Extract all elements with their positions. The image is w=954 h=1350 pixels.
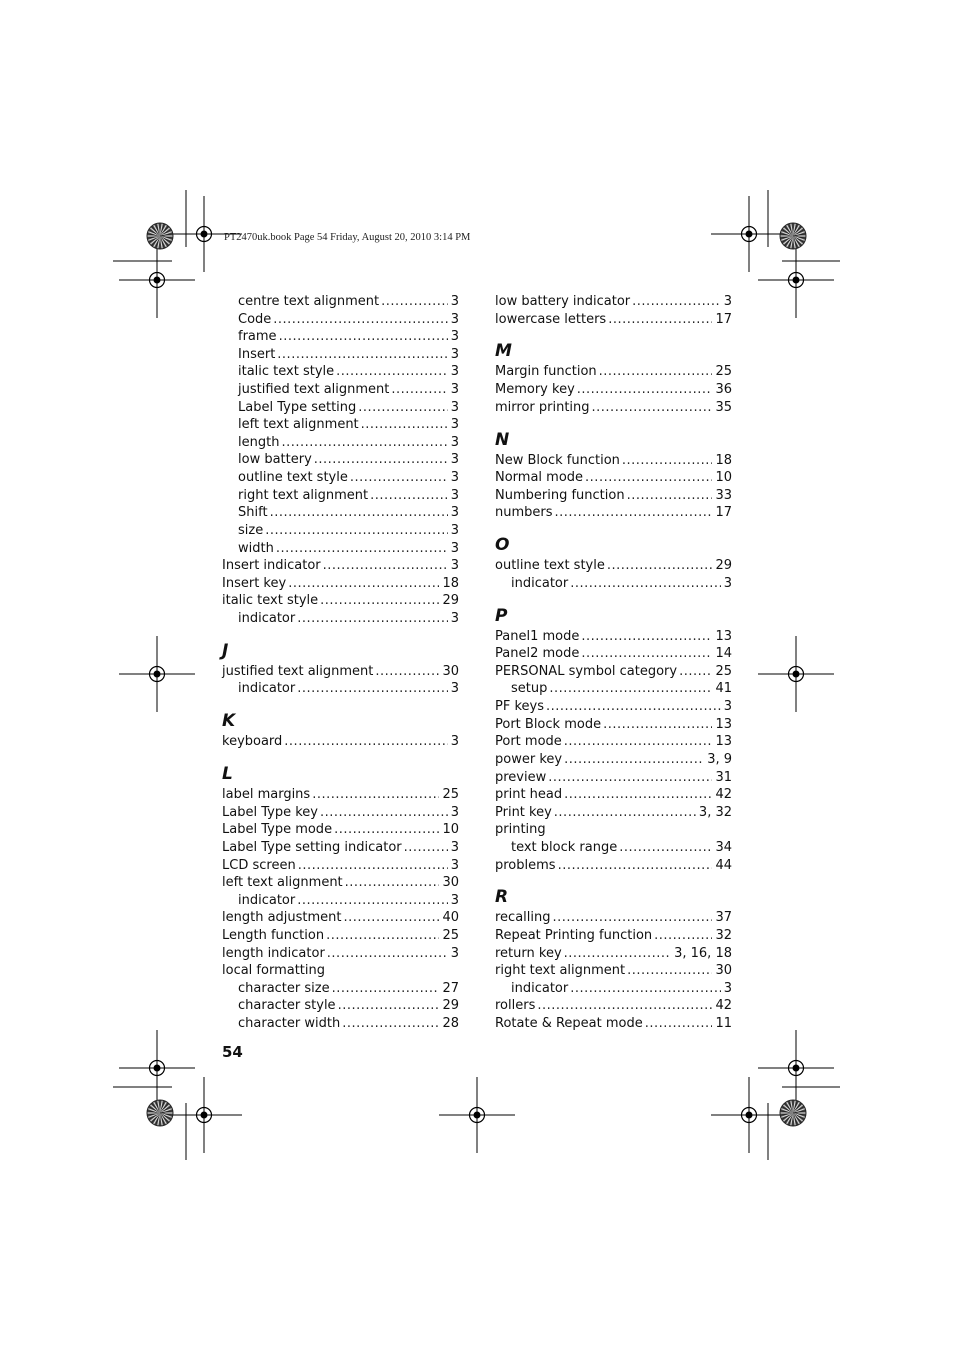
entry-page-ref: 3 [450, 945, 459, 961]
index-entry [222, 857, 459, 875]
dot-leader [344, 909, 440, 927]
index-entry [222, 839, 459, 857]
entry-page-ref: 11 [715, 1016, 732, 1032]
entry-page-ref: 3 [450, 487, 459, 503]
index-entry [495, 293, 732, 311]
index-entry [495, 962, 732, 980]
entry-term: italic text style [238, 364, 335, 380]
dot-leader [297, 892, 447, 910]
section-letter-text: N [495, 429, 510, 450]
index-section-letter [222, 751, 459, 786]
registration-mark-dot [474, 1112, 481, 1119]
index-subentry [222, 680, 459, 698]
index-subentry [222, 522, 459, 540]
registration-mark-dot [746, 231, 753, 238]
entry-page-ref: 3 [723, 575, 732, 591]
index-entry [222, 592, 459, 610]
entry-page-ref: 3 [723, 699, 732, 715]
dot-leader [627, 487, 713, 505]
dot-leader [270, 504, 448, 522]
index-entry [222, 575, 459, 593]
entry-page-ref: 35 [715, 399, 732, 415]
book-header: PT2470uk.book Page 54 Friday, August 20, 2010 3:14 PM [224, 232, 471, 243]
index-section-letter [495, 328, 732, 363]
entry-page-ref: 3 [450, 329, 459, 345]
entry-term: numbers [495, 505, 553, 521]
index-entry [495, 663, 732, 681]
index-entry [495, 751, 732, 769]
entry-page-ref: 18 [715, 452, 732, 468]
index-entry [495, 399, 732, 417]
entry-page-ref: 28 [442, 1016, 459, 1032]
dot-leader [323, 557, 448, 575]
index-entry [222, 927, 459, 945]
entry-term: length adjustment [222, 910, 342, 926]
dot-leader [603, 716, 712, 734]
dot-leader [336, 363, 448, 381]
index-entry [495, 997, 732, 1015]
index-subentry [222, 346, 459, 364]
dot-leader [546, 698, 721, 716]
entry-page-ref: 17 [715, 505, 732, 521]
dot-leader [284, 733, 447, 751]
dot-leader [599, 363, 713, 381]
entry-page-ref: 14 [715, 646, 732, 662]
dot-leader [558, 857, 713, 875]
index-section-letter [495, 522, 732, 557]
entry-page-ref: 3 [450, 540, 459, 556]
entry-term: indicator [238, 681, 296, 697]
entry-term: low battery indicator [495, 294, 631, 309]
dot-leader [288, 575, 439, 593]
entry-term: return key [495, 945, 562, 961]
dot-leader [585, 469, 712, 487]
dot-leader [277, 346, 447, 364]
dot-leader [549, 680, 712, 698]
entry-page-ref: 13 [715, 628, 732, 644]
index-section-letter [222, 698, 459, 733]
dot-leader [564, 945, 671, 963]
dot-leader [265, 522, 448, 540]
index-entry [222, 786, 459, 804]
entry-term: outline text style [495, 558, 605, 574]
dot-leader [312, 786, 439, 804]
index-entry [222, 804, 459, 822]
dot-leader [553, 909, 713, 927]
entry-term: italic text style [222, 593, 319, 609]
index-subentry [222, 504, 459, 522]
entry-term: low battery [238, 452, 312, 468]
section-letter-text: K [222, 711, 236, 732]
entry-term: indicator [511, 575, 569, 591]
index-subentry [222, 363, 459, 381]
entry-page-ref: 25 [442, 927, 459, 943]
dot-leader [320, 592, 439, 610]
dot-leader [548, 769, 712, 787]
index-entry [495, 821, 732, 839]
section-letter-text: O [495, 535, 510, 556]
index-entry [495, 769, 732, 787]
entry-term: Margin function [495, 364, 597, 380]
entry-term: lowercase letters [495, 311, 607, 327]
dot-leader [607, 557, 713, 575]
entry-page-ref: 10 [442, 822, 459, 838]
entry-page-ref: 44 [715, 857, 732, 873]
index-subentry [222, 469, 459, 487]
dot-leader [334, 821, 439, 839]
index-entry [495, 645, 732, 663]
registration-mark-dot [746, 1112, 753, 1119]
registration-mark-dot [201, 1112, 208, 1119]
dot-leader [326, 927, 439, 945]
dot-leader [570, 575, 720, 593]
entry-term: preview [495, 769, 547, 785]
entry-term: Normal mode [495, 470, 584, 486]
registration-mark-dot [154, 1065, 161, 1072]
index-entry [495, 628, 732, 646]
index-entry [495, 857, 732, 875]
index-subentry [222, 293, 459, 311]
dot-leader [327, 945, 448, 963]
dot-leader [375, 663, 439, 681]
entry-term: Port mode [495, 734, 562, 750]
dot-leader [537, 997, 712, 1015]
dot-leader [679, 663, 712, 681]
entry-term: character size [238, 980, 330, 996]
registration-mark-dot [793, 671, 800, 678]
entry-page-ref: 3 [450, 311, 459, 327]
entry-page-ref: 13 [715, 716, 732, 732]
index-entry [495, 469, 732, 487]
entry-page-ref: 36 [715, 382, 732, 398]
index-entry [222, 663, 459, 681]
index-entry [495, 716, 732, 734]
entry-page-ref: 3 [450, 452, 459, 468]
entry-term: centre text alignment [238, 294, 380, 309]
entry-page-ref: 3 [450, 470, 459, 486]
registration-mark-dot [793, 277, 800, 284]
dot-leader [627, 962, 712, 980]
entry-page-ref: 3 [450, 681, 459, 697]
registration-mark-dot [201, 231, 208, 238]
index-subentry [495, 575, 732, 593]
entry-term: left text alignment [238, 417, 359, 433]
entry-page-ref: 29 [715, 558, 732, 574]
entry-term: recalling [495, 910, 551, 926]
index-subentry [222, 540, 459, 558]
entry-page-ref: 3 [450, 522, 459, 538]
entry-page-ref: 3 [450, 399, 459, 415]
entry-page-ref: 32 [715, 928, 732, 944]
dot-leader [314, 451, 448, 469]
entry-term: size [238, 522, 264, 538]
index-entry [495, 1015, 732, 1033]
entry-term: power key [495, 751, 563, 767]
index-entry [222, 962, 459, 980]
dot-leader [564, 751, 704, 769]
entry-page-ref: 3 [450, 294, 459, 309]
entry-term: Repeat Printing function [495, 928, 653, 944]
index-subentry [222, 892, 459, 910]
index-subentry [222, 399, 459, 417]
entry-page-ref: 25 [715, 663, 732, 679]
entry-page-ref: 3 [450, 734, 459, 750]
entry-page-ref: 42 [715, 787, 732, 803]
index-entry [222, 945, 459, 963]
entry-term: right text alignment [238, 487, 369, 503]
index-entry [222, 557, 459, 575]
dot-leader [332, 980, 440, 998]
section-letter-text: P [495, 605, 508, 626]
entry-term: Numbering function [495, 487, 625, 503]
index-entry [495, 557, 732, 575]
entry-page-ref: 3 [450, 857, 459, 873]
index-entry [222, 821, 459, 839]
index-entry [495, 786, 732, 804]
entry-term: PERSONAL symbol category [495, 663, 678, 679]
entry-page-ref: 30 [442, 663, 459, 679]
entry-term: label margins [222, 787, 311, 803]
index-subentry [222, 328, 459, 346]
entry-term: keyboard [222, 734, 283, 750]
entry-term: Label Type key [222, 804, 318, 820]
entry-page-ref: 3 [450, 804, 459, 820]
dot-leader [632, 293, 721, 311]
entry-term: Label Type setting indicator [222, 839, 402, 855]
entry-term: indicator [238, 610, 296, 626]
dot-leader [564, 786, 712, 804]
index-section-letter [495, 592, 732, 627]
index-entry [495, 733, 732, 751]
entry-term: New Block function [495, 452, 620, 468]
index-entry [222, 733, 459, 751]
entry-page-ref: 10 [715, 470, 732, 486]
entry-term: Print key [495, 804, 552, 820]
entry-term: frame [238, 329, 277, 345]
entry-page-ref: 3 [450, 364, 459, 380]
entry-page-ref: 40 [442, 910, 459, 926]
entry-page-ref: 13 [715, 734, 732, 750]
section-letter-text: L [222, 764, 233, 785]
entry-page-ref: 27 [442, 980, 459, 996]
dot-leader [564, 733, 713, 751]
registration-mark-dot [154, 277, 161, 284]
index-entry [495, 698, 732, 716]
entry-page-ref: 30 [442, 875, 459, 891]
dot-leader [592, 399, 713, 417]
dot-leader [342, 1015, 439, 1033]
entry-term: Label Type setting [238, 399, 357, 415]
index-entry [495, 311, 732, 329]
entry-page-ref: 3 [723, 294, 732, 309]
dot-leader [297, 610, 447, 628]
entry-page-ref: 3 [450, 417, 459, 433]
entry-page-ref: 29 [442, 998, 459, 1014]
index-subentry [222, 997, 459, 1015]
entry-term: indicator [238, 892, 296, 908]
entry-term: Insert indicator [222, 558, 321, 574]
dot-leader [645, 1015, 713, 1033]
entry-page-ref: 3 [723, 980, 732, 996]
index-entry [495, 487, 732, 505]
dot-leader [391, 381, 447, 399]
entry-term: printing [495, 822, 546, 838]
entry-term: print head [495, 787, 563, 803]
dot-leader [276, 540, 448, 558]
entry-term: outline text style [238, 470, 348, 486]
entry-page-ref: 3, 16, 18 [674, 945, 732, 961]
dot-leader [338, 997, 440, 1015]
entry-page-ref: 30 [715, 963, 732, 979]
dot-leader [577, 381, 713, 399]
entry-page-ref: 18 [442, 575, 459, 591]
registration-mark-dot [154, 671, 161, 678]
section-letter-text: J [222, 640, 229, 661]
entry-page-ref: 25 [442, 787, 459, 803]
dot-leader [370, 487, 448, 505]
dot-leader [581, 645, 712, 663]
index-section-letter [222, 628, 459, 663]
index-entry [495, 945, 732, 963]
index-subentry [495, 980, 732, 998]
index-entry [495, 504, 732, 522]
entry-page-ref: 3, 32 [698, 804, 732, 820]
dot-leader [554, 804, 696, 822]
index-subentry [222, 610, 459, 628]
entry-page-ref: 37 [715, 910, 732, 926]
entry-page-ref: 17 [715, 311, 732, 327]
index-entry [495, 927, 732, 945]
entry-term: Insert key [222, 575, 287, 591]
dot-leader [361, 416, 448, 434]
index-entry [495, 452, 732, 470]
registration-mark-dot [793, 1065, 800, 1072]
entry-page-ref: 42 [715, 998, 732, 1014]
index-subentry [222, 434, 459, 452]
entry-term: Panel2 mode [495, 646, 580, 662]
entry-page-ref: 3 [450, 892, 459, 908]
page-number: 54 [222, 1043, 243, 1061]
entry-term: Rotate & Repeat mode [495, 1016, 643, 1032]
index-subentry [495, 839, 732, 857]
section-letter-text: R [495, 887, 509, 908]
entry-term: rollers [495, 998, 536, 1014]
dot-leader [619, 839, 712, 857]
index-subentry [222, 416, 459, 434]
entry-term: justified text alignment [222, 663, 374, 679]
entry-page-ref: 31 [715, 769, 732, 785]
index-entry [495, 804, 732, 822]
entry-term: text block range [511, 839, 618, 855]
entry-term: Shift [238, 505, 268, 521]
entry-term: setup [511, 681, 548, 697]
entry-term: character style [238, 998, 336, 1014]
dot-leader [279, 328, 448, 346]
dot-leader [654, 927, 712, 945]
dot-leader [381, 293, 448, 311]
entry-term: PF keys [495, 699, 544, 715]
entry-page-ref: 41 [715, 681, 732, 697]
dot-leader [297, 680, 447, 698]
entry-term: Panel1 mode [495, 628, 580, 644]
entry-page-ref: 3 [450, 382, 459, 398]
entry-term: length [238, 434, 280, 450]
index-entry [495, 363, 732, 381]
dot-leader [273, 311, 447, 329]
entry-term: character width [238, 1016, 341, 1032]
index-entry [222, 874, 459, 892]
entry-term: local formatting [222, 963, 325, 979]
entry-term: Length function [222, 927, 325, 943]
dot-leader [350, 469, 448, 487]
entry-term: mirror printing [495, 399, 590, 415]
dot-leader [622, 452, 713, 470]
index-section-letter [495, 874, 732, 909]
section-letter-text: M [495, 341, 512, 362]
entry-term: length indicator [222, 945, 325, 961]
entry-page-ref: 3 [450, 346, 459, 362]
index-column-right [495, 293, 732, 1033]
entry-term: indicator [511, 980, 569, 996]
entry-page-ref: 33 [715, 487, 732, 503]
index-column-left [222, 293, 459, 1033]
index-subentry [222, 451, 459, 469]
index-subentry [222, 1015, 459, 1033]
index-entry [222, 909, 459, 927]
index-entry [495, 909, 732, 927]
dot-leader [320, 804, 448, 822]
index-subentry [222, 381, 459, 399]
entry-term: LCD screen [222, 857, 296, 873]
dot-leader [345, 874, 440, 892]
entry-term: Port Block mode [495, 716, 602, 732]
entry-term: Code [238, 311, 272, 327]
entry-term: right text alignment [495, 963, 626, 979]
entry-page-ref: 3 [450, 505, 459, 521]
index-subentry [222, 311, 459, 329]
index-subentry [495, 680, 732, 698]
entry-page-ref: 3, 9 [707, 751, 732, 767]
entry-page-ref: 3 [450, 610, 459, 626]
entry-term: problems [495, 857, 556, 873]
entry-term: Insert [238, 346, 276, 362]
entry-term: Label Type mode [222, 822, 333, 838]
dot-leader [570, 980, 720, 998]
dot-leader [555, 504, 713, 522]
entry-term: Memory key [495, 382, 575, 398]
entry-page-ref: 25 [715, 364, 732, 380]
entry-term: justified text alignment [238, 382, 390, 398]
entry-page-ref: 3 [450, 839, 459, 855]
index-section-letter [495, 416, 732, 451]
dot-leader [608, 311, 712, 329]
entry-page-ref: 3 [450, 558, 459, 574]
entry-page-ref: 3 [450, 434, 459, 450]
dot-leader [298, 857, 448, 875]
dot-leader [404, 839, 448, 857]
dot-leader [581, 628, 712, 646]
index-entry [495, 381, 732, 399]
dot-leader [358, 399, 447, 417]
dot-leader [281, 434, 447, 452]
entry-term: width [238, 540, 274, 556]
entry-page-ref: 34 [715, 839, 732, 855]
index-subentry [222, 487, 459, 505]
entry-term: left text alignment [222, 875, 343, 891]
entry-page-ref: 29 [442, 593, 459, 609]
index-subentry [222, 980, 459, 998]
